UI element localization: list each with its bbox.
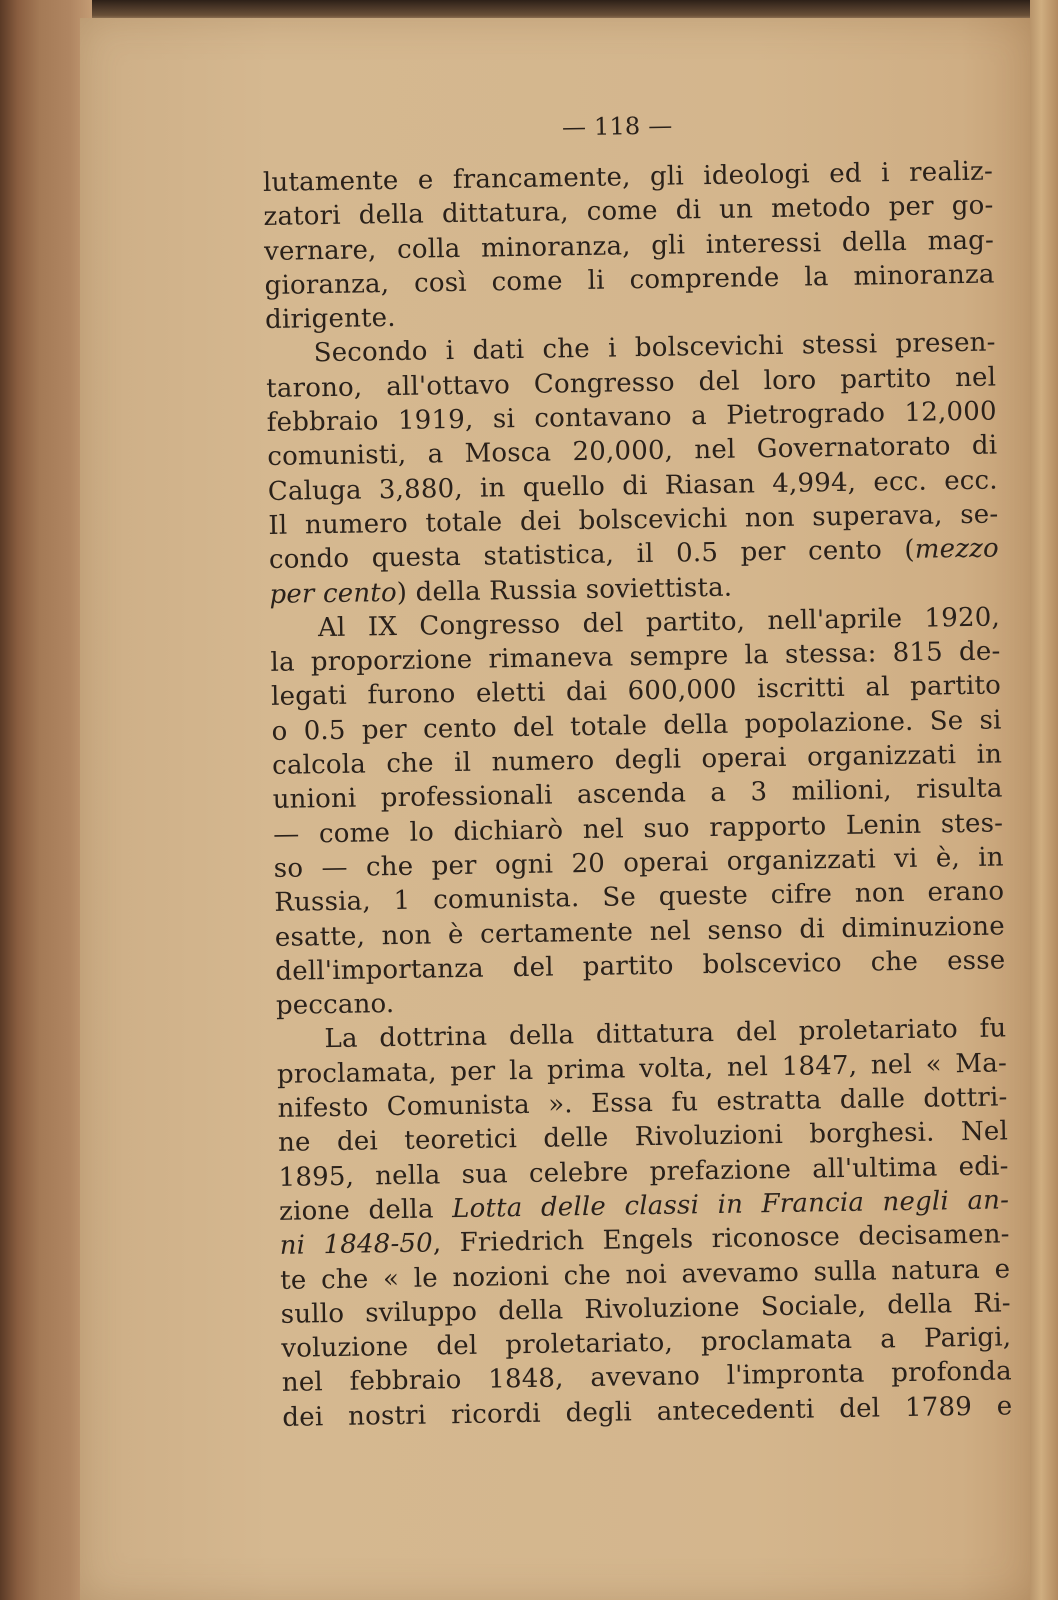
line-text: so — che per ogni 20 operai organizzati vi è, in	[273, 842, 1004, 884]
line-text: legati furono eletti dai 600,000 iscritti al partito	[270, 670, 1002, 713]
line-text: la proporzione rimaneva sempre la stessa: 815 de-	[270, 636, 1001, 679]
line-text: sullo sviluppo della Rivoluzione Sociale, della Ri-	[280, 1288, 1011, 1330]
line-text: , Friedrich Engels riconosce decisamen-	[432, 1219, 1010, 1259]
line-text: te che « le nozioni che noi avevamo sulla natura e	[280, 1253, 1011, 1296]
line-text: Caluga 3,880, in quello di Riasan 4,994, ecc. ecc.	[267, 465, 999, 507]
body-text	[262, 107, 1013, 1435]
line-text: nel febbraio 1848, avevano l'impronta profonda	[281, 1356, 1013, 1399]
line-text: o 0.5 per cento del totale della popolazione. Se si	[271, 705, 1002, 747]
line-text: esatte, non è certamente nel senso di diminuzione	[274, 910, 1006, 953]
line-text: febbraio 1919, si contavano a Pietrogrado 12,000	[266, 396, 997, 439]
line-text: nifesto Comunista ». Essa fu estratta dalle dottri-	[277, 1082, 1008, 1124]
line-text: proclamata, per la prima volta, nel 1847, nel « Ma-	[276, 1048, 1008, 1090]
line-text: Russia, 1 comunista. Se queste cifre non erano	[274, 876, 1005, 919]
line-text: comunisti, a Mosca 20,000, nel Governatorato di	[267, 430, 998, 473]
italic-text: ni 1848-50	[279, 1228, 434, 1262]
line-text: lutamente e francamente, gli ideologi ed i realiz-	[262, 156, 994, 198]
line-text: — come lo dichiarò nel suo rapporto Lenin stes-	[273, 808, 1004, 850]
line-text: dirigente.	[264, 303, 396, 336]
line-text: zione della	[278, 1194, 453, 1227]
line-text: ne dei teoretici delle Rivoluzioni borghesi. Nel	[277, 1116, 1009, 1159]
line-text: dell'importanza del partito bolscevico che esse	[275, 945, 1006, 987]
line-text: vernare, colla minoranza, gli interessi della mag-	[263, 225, 995, 267]
line-text: 1895, nella sua celebre prefazione all'ultima edi-	[278, 1151, 1009, 1193]
page-right-edge	[1030, 0, 1058, 1600]
line-text: zatori della dittatura, come di un metodo per go-	[263, 190, 994, 233]
line-text: ) della Russia soviettista.	[396, 572, 733, 608]
line-text: dei nostri ricordi degli antecedenti del 1789 e	[282, 1391, 1013, 1433]
book-spine	[0, 0, 92, 1600]
line-text: calcola che il numero degli operai organizzati in	[271, 739, 1003, 781]
line-text: voluzione del proletariato, proclamata a Parigi,	[281, 1322, 1012, 1364]
italic-text: per cento	[269, 577, 398, 610]
line-text: unioni professionali ascenda a 3 milioni, risulta	[272, 773, 1003, 816]
line-text: gioranza, così come li comprende la minoranza	[264, 259, 995, 301]
line-text: condo questa statistica, il 0.5 per cento (	[268, 535, 916, 576]
line-text: La dottrina della dittatura del proletariato fu	[324, 1013, 1007, 1055]
line-text: Il numero totale dei bolscevichi non superava, se-	[268, 499, 999, 541]
line-text: Secondo i dati che i bolscevichi stessi presen-	[313, 327, 996, 369]
line-text: Al IX Congresso del partito, nell'aprile 1920,	[317, 602, 1001, 644]
italic-text: Lotta delle classi in Francia negli an-	[451, 1185, 1010, 1225]
text-lines	[263, 155, 1013, 1435]
line-text: tarono, all'ottavo Congresso del loro partito nel	[266, 362, 997, 404]
page-number: — 118 —	[561, 111, 673, 142]
italic-text: mezzo	[914, 533, 1000, 566]
line-text: peccano.	[275, 989, 395, 1022]
